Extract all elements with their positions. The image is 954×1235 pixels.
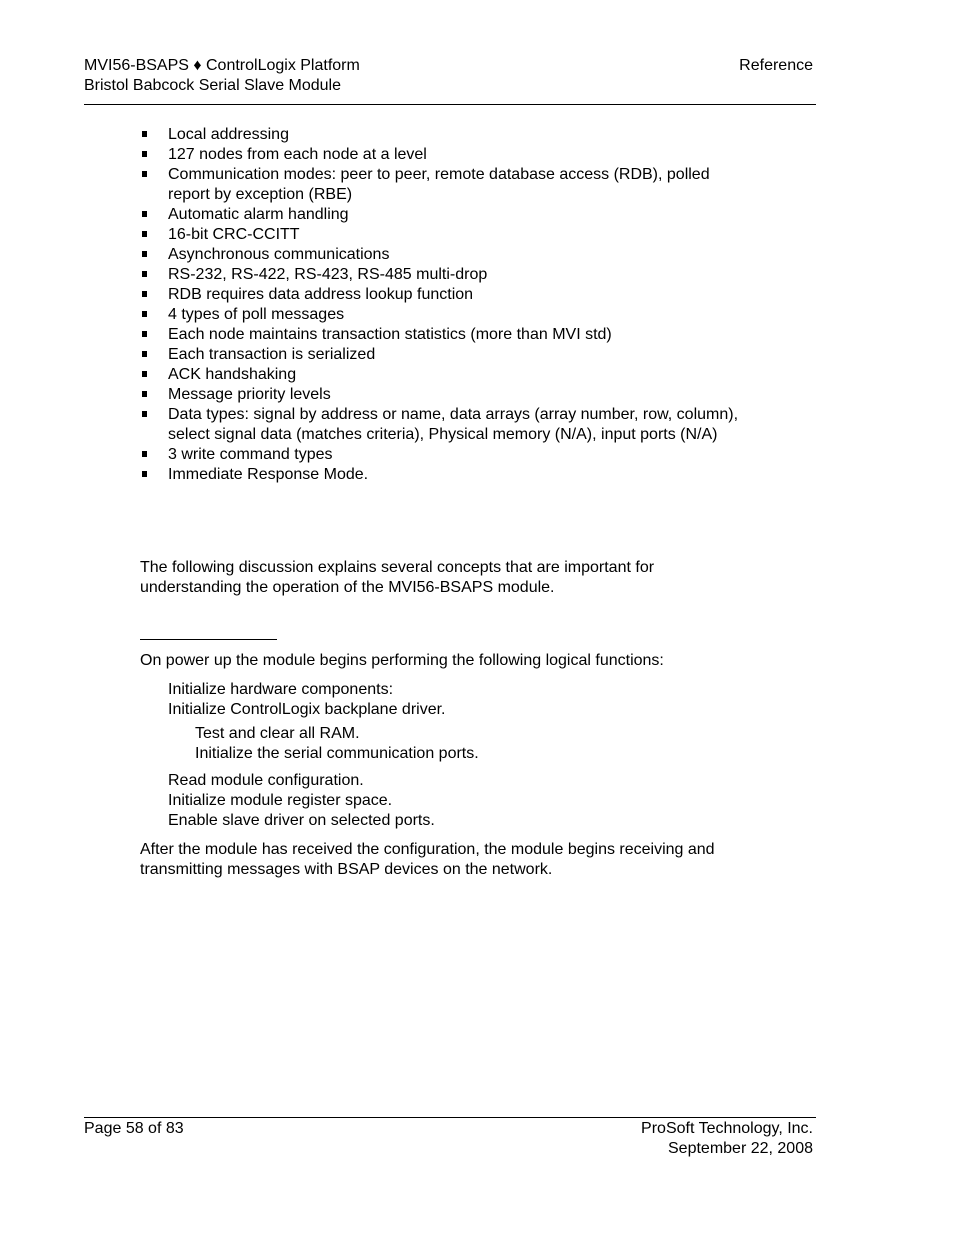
header-module-title: Bristol Babcock Serial Slave Module bbox=[84, 77, 342, 94]
substep-item: Initialize the serial communication ports. bbox=[195, 745, 479, 762]
header-product-title: MVI56-BSAPS ♦ ControlLogix Platform bbox=[84, 57, 360, 74]
list-item: 3 write command types bbox=[140, 445, 780, 465]
section-rule bbox=[140, 639, 277, 640]
header-section: Reference bbox=[739, 57, 813, 74]
list-item: RS-232, RS-422, RS-423, RS-485 multi-drop bbox=[140, 265, 780, 285]
step-item: Initialize module register space. bbox=[168, 792, 393, 809]
footer-company: ProSoft Technology, Inc. bbox=[641, 1120, 813, 1137]
substep-item: Test and clear all RAM. bbox=[195, 725, 360, 742]
header-left bbox=[84, 56, 360, 96]
power-up-intro: On power up the module begins performing the following logical functions: bbox=[140, 652, 664, 669]
list-item: ACK handshaking bbox=[140, 365, 780, 385]
list-item: Each transaction is serialized bbox=[140, 345, 780, 365]
step-item: Read module configuration. bbox=[168, 772, 364, 789]
list-item: 16-bit CRC-CCITT bbox=[140, 225, 780, 245]
footer-right bbox=[641, 1119, 813, 1159]
page-number: Page 58 of 83 bbox=[84, 1120, 184, 1137]
list-item: 127 nodes from each node at a level bbox=[140, 145, 780, 165]
header-rule bbox=[84, 104, 816, 105]
closing-paragraph: After the module has received the configuration, the module begins receiving and transmitting messages with BSAP devices on the network. bbox=[140, 841, 715, 878]
steps-list-b bbox=[168, 771, 435, 831]
steps-sublist bbox=[195, 724, 479, 764]
list-item: Data types: signal by address or name, data arrays (array number, row, column), select signal data (matches criteria), Physical memory (N/A), input ports (N/A) bbox=[140, 405, 780, 445]
footer-rule bbox=[84, 1117, 816, 1118]
step-item: Initialize ControlLogix backplane driver. bbox=[168, 701, 446, 718]
feature-list bbox=[140, 125, 780, 485]
list-item: 4 types of poll messages bbox=[140, 305, 780, 325]
list-item: RDB requires data address lookup function bbox=[140, 285, 780, 305]
steps-list-a bbox=[168, 680, 445, 720]
list-item: Local addressing bbox=[140, 125, 780, 145]
list-item: Each node maintains transaction statistics (more than MVI std) bbox=[140, 325, 780, 345]
step-item: Enable slave driver on selected ports. bbox=[168, 812, 435, 829]
list-item: Communication modes: peer to peer, remote database access (RDB), polled report by exception (RBE) bbox=[140, 165, 780, 205]
list-item: Automatic alarm handling bbox=[140, 205, 780, 225]
intro-paragraph: The following discussion explains several concepts that are important for understanding the operation of the MVI56-BSAPS module. bbox=[140, 559, 655, 596]
list-item: Immediate Response Mode. bbox=[140, 465, 780, 485]
step-item: Initialize hardware components: bbox=[168, 681, 394, 698]
list-item: Asynchronous communications bbox=[140, 245, 780, 265]
footer-date: September 22, 2008 bbox=[668, 1140, 813, 1157]
list-item: Message priority levels bbox=[140, 385, 780, 405]
